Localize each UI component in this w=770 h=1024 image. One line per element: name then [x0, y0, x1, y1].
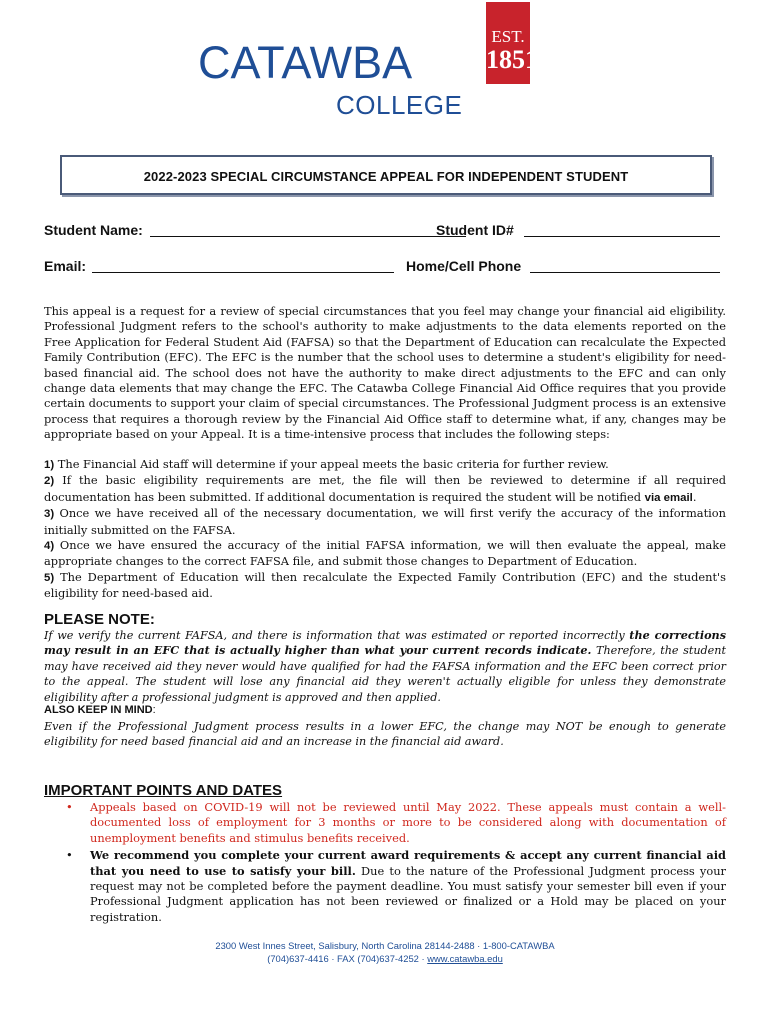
intro-paragraph: This appeal is a request for a review of special circumstances that you feel may change your financial aid eligibility. Professional Judgment refers to the school's authority to make adjustments to the data elements reported on the Free Application for Federal Student Aid (FAFSA) so that the Department of Education can recalculate the Expected Family Contribution (EFC). The EFC is the number that the school uses to determine a student's eligibility for need-based financial aid. The school does not have the authority to make direct adjustments to the EFC and can only change data elements that may change the EFC. The Catawba College Financial Aid Office requires that you provide certain documents to support your claim of special circumstances. The Professional Judgment process is an extensive process that requires a thorough review by the Financial Aid Office staff to determine what, if any, changes may be appropriate based on your Appeal. It is a time-intensive process that includes the following steps:: [44, 304, 726, 442]
est-year: 1851: [486, 45, 538, 74]
phone-label: Home/Cell Phone: [406, 258, 522, 274]
website-link[interactable]: www.catawba.edu: [427, 953, 503, 964]
important-list: [66, 800, 726, 927]
footer-contact: (704)637-4416 · FAX (704)637-4252 · www.catawba.edu: [267, 953, 503, 964]
college-logo: [196, 2, 536, 122]
step-number: 5): [44, 571, 55, 584]
field-row-name-id: [44, 222, 734, 242]
footer: [0, 939, 770, 965]
step-number: 2): [44, 475, 55, 488]
student-name-label: Student Name:: [44, 222, 143, 238]
logo-college-text: COLLEGE: [336, 90, 463, 120]
est-label: EST.: [491, 27, 525, 46]
student-id-label: Student ID#: [436, 222, 514, 238]
footer-address: 2300 West Innes Street, Salisbury, North Carolina 28144-2488 · 1-800-CATAWBA: [215, 940, 555, 951]
via-email: via email: [644, 491, 693, 504]
step-number: 1): [44, 459, 55, 471]
title-box: [60, 155, 712, 195]
bullet-icon: •: [66, 800, 73, 814]
list-item: • Appeals based on COVID-19 will not be reviewed until May 2022. These appeals must contain a well-documented loss of employment for 3 months or more to be considered along with documentation of unemployment benefits and stimulus benefits received.: [66, 800, 726, 845]
please-note-heading: PLEASE NOTE:: [44, 611, 155, 628]
phone-field[interactable]: [530, 258, 720, 273]
page-title: 2022-2023 SPECIAL CIRCUMSTANCE APPEAL FOR INDEPENDENT STUDENT: [143, 169, 629, 184]
step-item: 3) Once we have received all of the necessary documentation, we will first verify the accuracy of the information initially submitted on the FAFSA.: [44, 506, 726, 537]
est-badge: [486, 2, 538, 84]
field-row-email-phone: [44, 258, 734, 278]
please-note-text: If we verify the current FAFSA, and there is information that was estimated or reported incorrectly the corrections may result in an EFC that is actually higher than what your current records indicate. Therefore, the student may have received aid they never would have qualified for had the FAFSA information and the EFC been correct prior to the appeal. The student will lose any financial aid they weren't actually eligible for unless they demonstrate eligibility after a professional judgment is approved and then applied.: [44, 628, 727, 704]
steps-list: [44, 457, 726, 602]
important-heading: IMPORTANT POINTS AND DATES: [44, 782, 283, 799]
step-number: 4): [44, 540, 55, 553]
step-item: 5) The Department of Education will then recalculate the Expected Family Contribution (EFC) and the student's eligibility for need-based aid.: [44, 569, 726, 601]
email-field[interactable]: [92, 258, 394, 273]
keep-in-mind-text: Even if the Professional Judgment process results in a lower EFC, the change may NOT be enough to generate eligibility for need based financial aid and an increase in the financial aid award.: [44, 720, 726, 749]
step-item: 4) Once we have ensured the accuracy of the initial FAFSA information, we will then evaluate the appeal, make appropriate changes to the correct FAFSA file, and submit those changes to Department of Education.: [44, 538, 726, 569]
step-item: 2) If the basic eligibility requirements are met, the file will then be reviewed to determine if all required documentation has been submitted. If additional documentation is required the student will be notified via email.: [44, 473, 726, 504]
email-label: Email:: [44, 258, 87, 274]
step-number: 3): [44, 508, 55, 521]
logo-wordmark: CATAWBA: [198, 37, 413, 88]
keep-in-mind-label: ALSO KEEP IN MIND:: [44, 704, 156, 716]
note-bold-warning: the corrections may result in an EFC that is actually higher than what your current records indicate.: [44, 628, 726, 658]
student-id-field[interactable]: [524, 222, 720, 237]
list-item: • We recommend you complete your current award requirements & accept any current financial aid that you need to use to satisfy your bill. Due to the nature of the Professional Judgment process your request may not be completed before the payment deadline. You must satisfy your semester bill even if your Professional Judgment application has not been reviewed or finalized or a Hold may be placed on your registration.: [66, 848, 726, 924]
bullet-icon: •: [66, 848, 73, 863]
student-name-field[interactable]: [150, 222, 466, 237]
step-item: 1) The Financial Aid staff will determine if your appeal meets the basic criteria for further review.: [44, 457, 609, 471]
